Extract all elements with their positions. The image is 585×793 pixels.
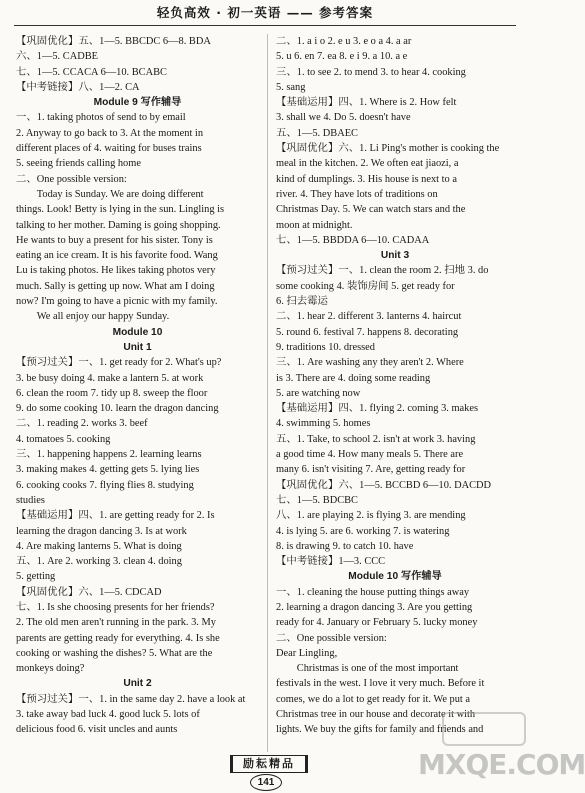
answer-line: 八、1. are playing 2. is flying 3. are mending bbox=[276, 510, 466, 522]
answer-line: 【巩固优化】六、1—5. BCCBD 6—10. DACDD bbox=[276, 479, 492, 491]
answer-line: 七、1—5. BDCBC bbox=[276, 494, 358, 506]
answer-line: studies bbox=[16, 494, 45, 506]
answer-line: 8. is drawing 9. to catch 10. have bbox=[276, 540, 414, 552]
answer-line: 4. is lying 5. are 6. working 7. is watering bbox=[276, 525, 450, 537]
answer-line: kind of dumplings. 3. His house is next to a bbox=[276, 173, 457, 185]
answer-line: 【中考链接】八、1—2. CA bbox=[16, 81, 140, 93]
answer-line: We all enjoy our happy Sunday. bbox=[36, 311, 170, 323]
answer-line: 9. traditions 10. dressed bbox=[276, 341, 375, 353]
answer-line: 3. be busy doing 4. make a lantern 5. at work bbox=[16, 372, 204, 384]
answer-line: Unit 2 bbox=[123, 678, 152, 690]
answer-line: 三、1. Are washing any they aren't 2. Where bbox=[276, 357, 464, 369]
answer-line: 5. seeing friends calling home bbox=[16, 158, 141, 170]
answer-line: 【中考链接】1—3. CCC bbox=[276, 556, 386, 568]
answer-line: talking to her mother. Daming is going shopping. bbox=[16, 219, 221, 231]
answer-line: 2. Anyway to go back to 3. At the moment in bbox=[16, 127, 204, 139]
answer-line: 五、1. Are 2. working 3. clean 4. doing bbox=[16, 556, 182, 568]
answer-line: now? I'm going to have a picnic with my family. bbox=[16, 296, 218, 308]
answer-line: 六、1—5. CADBE bbox=[16, 51, 98, 63]
column-divider bbox=[267, 34, 268, 752]
answer-line: 【巩固优化】五、1—5. BBCDC 6—8. BDA bbox=[16, 36, 211, 47]
answer-line: Unit 3 bbox=[380, 250, 410, 262]
answer-line: Module 10 写作辅导 bbox=[348, 571, 442, 583]
left-column bbox=[16, 34, 259, 738]
answer-line: eating an ice cream. It is his favorite food. Wang bbox=[16, 250, 218, 262]
answer-line: 3. making makes 4. getting gets 5. lying lies bbox=[16, 464, 200, 476]
answer-line: meal in the kitchen. 2. We often eat jiaozi, a bbox=[276, 158, 459, 170]
answer-line: 【基础运用】四、1. are getting ready for 2. Is bbox=[16, 510, 215, 522]
answer-line: 二、One possible version: bbox=[16, 173, 127, 185]
answer-line: ready for 4. January or February 5. lucky money bbox=[276, 617, 478, 629]
answer-line: 二、1. a i o 2. e u 3. e o a 4. a ar bbox=[276, 36, 412, 47]
answer-line: comes, we do a lot to get ready for it. We put a bbox=[276, 693, 471, 705]
header-rule bbox=[14, 25, 516, 26]
answer-line: Dear Lingling, bbox=[276, 647, 338, 659]
answer-line: 【预习过关】一、1. in the same day 2. have a look at bbox=[16, 693, 246, 705]
answer-line: delicious food 6. visit uncles and aunts bbox=[16, 724, 178, 736]
answer-line: Lu is taking photos. He likes taking photos very bbox=[16, 265, 216, 277]
answer-line: 五、1—5. DBAEC bbox=[276, 127, 358, 139]
answer-line: some cooking 4. 装饰房间 5. get ready for bbox=[276, 280, 455, 292]
answer-line: 6. cooking cooks 7. flying flies 8. studying bbox=[16, 479, 194, 491]
answer-line: 二、1. hear 2. different 3. lanterns 4. haircut bbox=[276, 311, 462, 323]
answer-line: 一、1. taking photos of send to by email bbox=[16, 112, 186, 124]
answer-line: Unit 1 bbox=[123, 341, 152, 353]
answer-line: 七、1—5. CCACA 6—10. BCABC bbox=[16, 66, 167, 78]
answer-line: Christmas tree in our house and decorate it with bbox=[276, 709, 476, 721]
answer-line: 二、One possible version: bbox=[276, 632, 387, 644]
answer-line: 2. learning a dragon dancing 3. Are you getting bbox=[276, 601, 473, 613]
answer-line: things. Look! Betty is lying in the sun. Lingling is bbox=[16, 204, 225, 216]
answer-line: 4. Are making lanterns 5. What is doing bbox=[16, 540, 182, 552]
answer-line: is 3. There are 4. doing some reading bbox=[276, 372, 431, 384]
answer-line: 3. shall we 4. Do 5. doesn't have bbox=[276, 112, 411, 124]
answer-line: many 6. isn't visiting 7. Are, getting ready for bbox=[276, 464, 466, 476]
answer-line: monkeys doing? bbox=[16, 663, 85, 675]
answer-line: 4. tomatoes 5. cooking bbox=[16, 433, 111, 445]
answer-line: festivals in the west. I love it very much. Before it bbox=[276, 678, 485, 690]
answer-line: 一、1. cleaning the house putting things away bbox=[276, 586, 470, 598]
answer-line: 【预习过关】一、1. get ready for 2. What's up? bbox=[16, 357, 222, 369]
answer-line: 4. swimming 5. homes bbox=[276, 418, 371, 430]
answer-line: learning the dragon dancing 3. Is at work bbox=[16, 525, 187, 537]
page-header bbox=[0, 0, 530, 28]
answer-line: 【基础运用】四、1. flying 2. coming 3. makes bbox=[276, 403, 479, 415]
answer-line: 9. do some cooking 10. learn the dragon dancing bbox=[16, 403, 219, 415]
answer-line: 七、1—5. BBDDA 6—10. CADAA bbox=[276, 234, 430, 246]
answer-line: He wants to buy a present for his sister. Tony is bbox=[16, 234, 213, 246]
answer-line: lights. We buy the gifts for family and friends and bbox=[276, 724, 484, 736]
answer-line: Christmas is one of the most important bbox=[296, 663, 459, 675]
answer-line: 5. are watching now bbox=[276, 387, 361, 399]
answer-line: 5. sang bbox=[276, 81, 306, 93]
answer-line: 二、1. reading 2. works 3. beef bbox=[16, 418, 148, 430]
answer-line: 5. getting bbox=[16, 571, 56, 583]
brand-badge: 励耘精品 bbox=[230, 755, 308, 773]
answer-line: 6. 扫去霉运 bbox=[276, 296, 328, 308]
answer-line: Today is Sunday. We are doing different bbox=[36, 188, 204, 200]
watermark-logo: MXQE.COM bbox=[418, 748, 585, 781]
answer-line: 【基础运用】四、1. Where is 2. How felt bbox=[276, 97, 457, 109]
answer-line: 【巩固优化】六、1. Li Ping's mother is cooking the bbox=[276, 143, 500, 155]
answer-line: much. Sally is getting up now. What am I doing bbox=[16, 280, 215, 292]
answer-line: 三、1. happening happens 2. learning learns bbox=[16, 449, 202, 461]
answer-line: 五、1. Take, to school 2. isn't at work 3. having bbox=[276, 433, 476, 445]
answer-line: different places of 4. waiting for buses trains bbox=[16, 143, 202, 155]
answer-line: river. 4. They have lots of traditions on bbox=[276, 188, 438, 200]
answer-line: 七、1. Is she choosing presents for her friends? bbox=[16, 601, 215, 613]
answer-line: 【预习过关】一、1. clean the room 2. 扫地 3. do bbox=[276, 265, 489, 277]
answer-line: 5. u 6. en 7. ea 8. e i 9. a 10. a e bbox=[276, 51, 408, 63]
header-title: 轻负高效 · 初一英语 —— 参考答案 bbox=[156, 5, 374, 20]
answer-line: 3. take away bad luck 4. good luck 5. lots of bbox=[16, 709, 200, 721]
answer-line: 5. round 6. festival 7. happens 8. decorating bbox=[276, 326, 459, 338]
answer-line: 6. clean the room 7. tidy up 8. sweep the floor bbox=[16, 387, 208, 399]
answer-line: Christmas Day. 5. We can watch stars and the bbox=[276, 204, 466, 216]
answer-line: Module 10 bbox=[112, 326, 163, 338]
answer-line: 【巩固优化】六、1—5. CDCAD bbox=[16, 586, 162, 598]
answer-line: Module 9 写作辅导 bbox=[93, 97, 182, 109]
answer-line: parents are getting ready for everything. 4. Is she bbox=[16, 632, 220, 644]
answer-line: moon at midnight. bbox=[276, 219, 353, 231]
page-number: 141 bbox=[250, 774, 282, 791]
answer-line: a good time 4. How many meals 5. There are bbox=[276, 449, 464, 461]
answer-line: 2. The old men aren't running in the park. 3. My bbox=[16, 617, 216, 629]
right-column bbox=[276, 34, 514, 738]
answer-line: 三、1. to see 2. to mend 3. to hear 4. cooking bbox=[276, 66, 466, 78]
answer-line: cooking or washing the dishes? 5. What are the bbox=[16, 647, 213, 659]
